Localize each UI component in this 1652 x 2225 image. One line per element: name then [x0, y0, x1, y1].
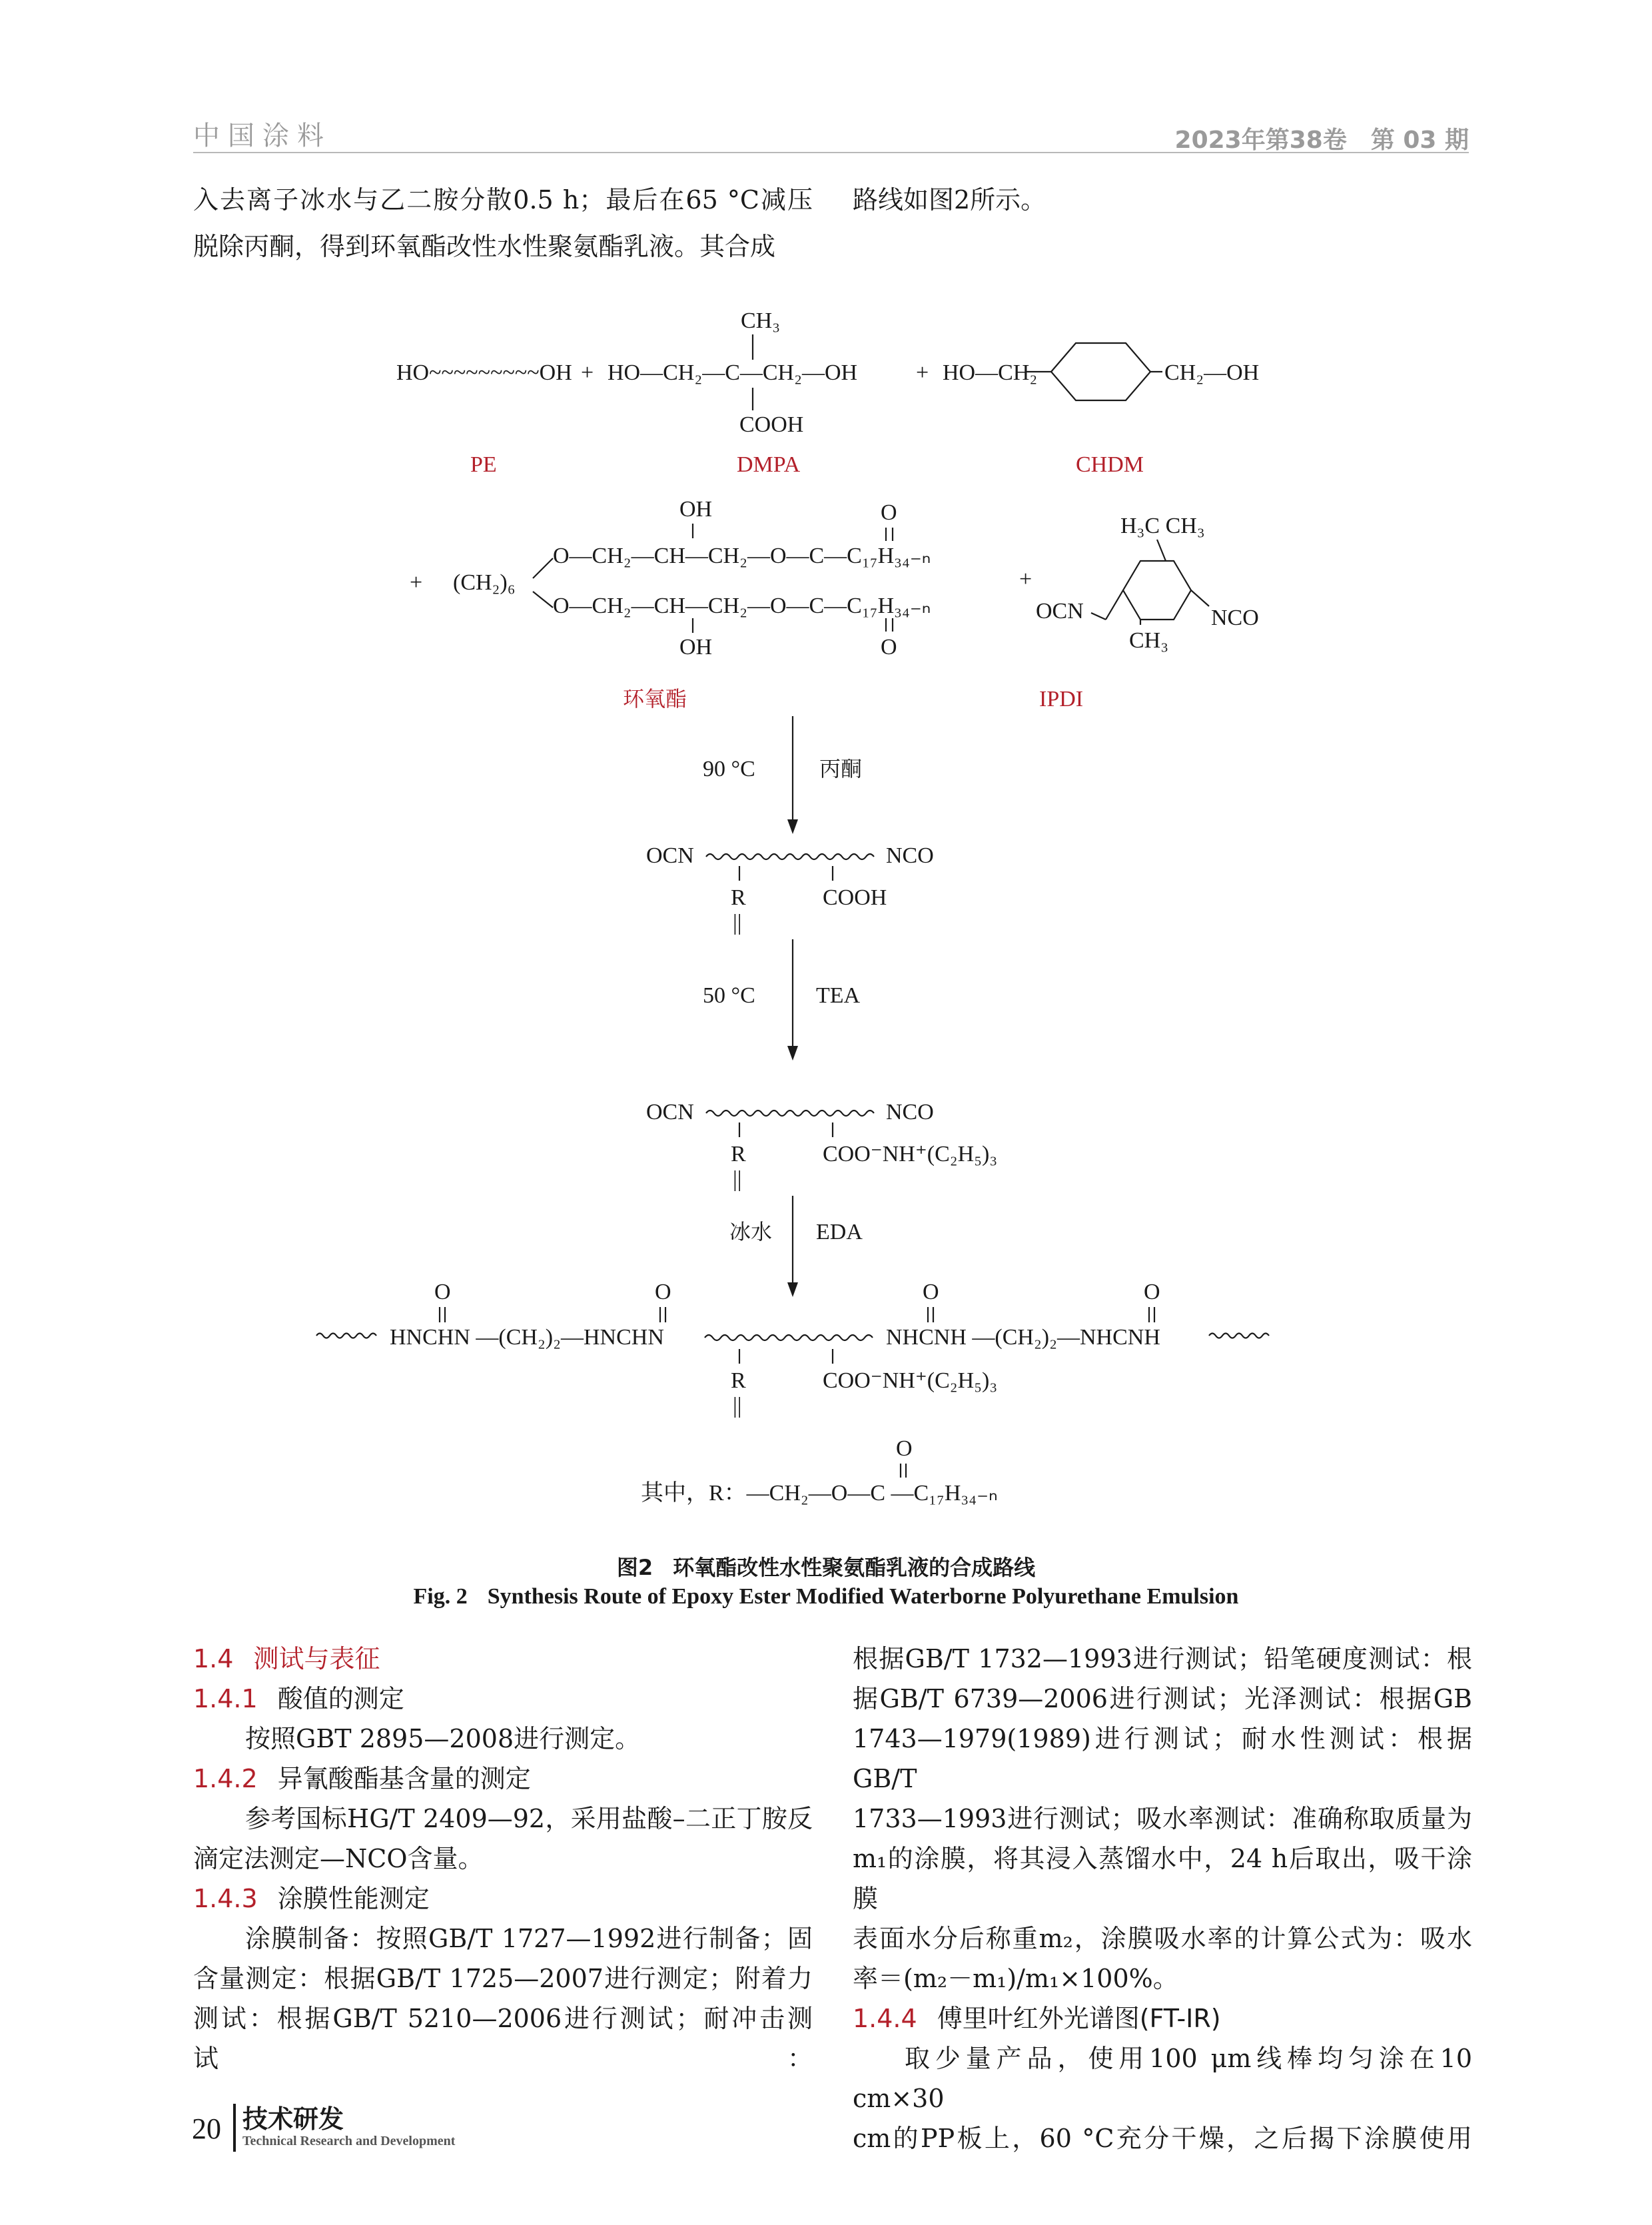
i2-chain — [706, 1111, 874, 1116]
paragraph-1-4-4-line-2: cm的PP板上，60 °C充分干燥，之后揭下涂膜使用 — [853, 2124, 1472, 2153]
issue-info: 2023年第38卷 第 03 期 — [1174, 127, 1469, 154]
final-r: R — [731, 1368, 746, 1393]
cyclohexane-ring — [1051, 343, 1150, 400]
right-line-2: 据GB/T 6739—2006进行测试；光泽测试：根据GB — [853, 1684, 1472, 1713]
epoxy-row-bottom: O—CH₂—CH—CH₂—O—C—C₁₇H₃₄₋ₙ — [553, 594, 931, 618]
final-salt: COO⁻NH⁺(C₂H₅)₃ — [823, 1368, 998, 1393]
right-line-3: 1743—1979(1989)进行测试；耐水性测试：根据GB/T — [853, 1724, 1472, 1793]
paragraph-1-4-3-line-2: 含量测定：根据GB/T 1725—2007进行测定；附着力 — [193, 1964, 813, 1993]
label-chdm: CHDM — [1076, 452, 1144, 477]
label-dmpa: DMPA — [737, 452, 801, 477]
ipdi-nco: NCO — [1211, 606, 1259, 630]
plus-4: + — [1019, 567, 1032, 592]
dmpa-ch3: CH₃ — [741, 308, 781, 333]
i1-r: R — [731, 885, 746, 910]
ipdi-methyl-bond — [1157, 540, 1166, 561]
page-number: 20 — [192, 2112, 221, 2145]
footer-section-en: Technical Research and Development — [242, 2134, 456, 2148]
final-o-4: O — [1144, 1280, 1160, 1304]
rdef-o: O — [896, 1436, 913, 1461]
pe-structure: HO~~~~~~~~~OH — [396, 360, 572, 385]
step2-reagent: TEA — [816, 983, 861, 1008]
i2-dbl: || — [733, 1167, 742, 1192]
arrow-2-head — [787, 1046, 798, 1061]
i1-chain — [706, 854, 874, 859]
right-column — [853, 1639, 1472, 2158]
final-dbl: || — [733, 1394, 742, 1418]
step1-temp: 90 °C — [703, 757, 755, 781]
i2-salt: COO⁻NH⁺(C₂H₅)₃ — [823, 1142, 998, 1166]
paragraph-1-4-1: 按照GBT 2895—2008进行测定。 — [245, 1724, 641, 1753]
i2-r: R — [731, 1142, 746, 1166]
right-line-4: 1733—1993进行测试；吸水率测试：准确称取质量为 — [853, 1804, 1472, 1833]
section-title: 酸值的测定 — [277, 1684, 404, 1713]
right-line-1: 根据GB/T 1732—1993进行测试；铅笔硬度测试：根 — [853, 1644, 1472, 1673]
label-pe: PE — [470, 452, 497, 477]
ipdi-ch3: CH₃ — [1129, 628, 1169, 653]
i2-nco: NCO — [886, 1100, 934, 1124]
ipdi-ocn: OCN — [1036, 599, 1084, 624]
section-1-4-4 — [853, 1999, 1472, 2038]
arrow-1-head — [787, 819, 798, 834]
figure-caption-cn — [0, 1551, 1652, 1581]
i1-ocn: OCN — [646, 843, 694, 868]
paragraph-1-4-4-line-1: 取少量产品，使用100 μm线棒均匀涂在10 cm×30 — [853, 2044, 1472, 2113]
rdef-text: 其中，R：—CH₂—O—C —C₁₇H₃₄₋ₙ — [641, 1481, 998, 1506]
journal-name: 中国涂料 — [193, 121, 332, 151]
step1-reagent: 丙酮 — [819, 756, 863, 781]
left-column — [193, 1639, 813, 2078]
plus-2: + — [916, 360, 929, 385]
section-1-4-2 — [193, 1759, 813, 1799]
intro-right-line: 路线如图2所示。 — [853, 185, 1046, 215]
section-title: 测试与表征 — [253, 1644, 380, 1673]
i1-cooh: COOH — [823, 885, 887, 910]
paragraph-1-4-3-line-3: 测试：根据GB/T 5210—2006进行测试；耐冲击测试： — [193, 2004, 813, 2073]
final-chain-mid — [705, 1335, 873, 1340]
right-line-5: m₁的涂膜，将其浸入蒸馏水中，24 h后取出，吸干涂膜 — [853, 1844, 1472, 1913]
right-line-7: 率＝(m₂－m₁)/m₁×100%。 — [853, 1964, 1178, 1993]
label-ipdi: IPDI — [1039, 687, 1084, 711]
ipdi-top: H₃C CH₃ — [1120, 514, 1205, 538]
dmpa-cooh: COOH — [739, 412, 804, 437]
plus-3: + — [410, 570, 423, 595]
ipdi-ch2-bond-a — [1091, 613, 1106, 620]
label-epoxy-ester: 环氧酯 — [623, 686, 687, 711]
paragraph-1-4-2-line-1: 参考国标HG/T 2409—92，采用盐酸–二正丁胺反 — [245, 1804, 813, 1833]
section-number: 1.4 — [193, 1644, 234, 1673]
epoxy-o-bottom: O — [881, 635, 897, 660]
epoxy-o-top: O — [881, 500, 897, 525]
i1-nco: NCO — [886, 843, 934, 868]
figure-caption-en — [0, 1584, 1652, 1609]
section-1-4 — [193, 1639, 813, 1679]
final-left: HNCHN —(CH₂)₂—HNCHN — [390, 1325, 664, 1350]
final-o-2: O — [655, 1280, 671, 1304]
arrow-3-head — [787, 1282, 798, 1297]
final-o-1: O — [434, 1280, 451, 1304]
section-1-4-1 — [193, 1679, 813, 1719]
section-title: 傅里叶红外光谱图(FT-IR) — [937, 2004, 1221, 2033]
section-number: 1.4.3 — [193, 1884, 258, 1913]
footer-divider — [233, 2104, 236, 2152]
step3-temp: 冰水 — [729, 1219, 773, 1244]
ipdi-ring — [1123, 561, 1191, 620]
figure-title-en: Synthesis Route of Epoxy Ester Modified Waterborne Polyurethane Emulsion — [487, 1584, 1239, 1609]
intro-line-1: 入去离子冰水与乙二胺分散0.5 h；最后在65 °C减压 — [193, 185, 813, 215]
i1-dbl: || — [733, 911, 742, 935]
paragraph-1-4-3-line-1: 涂膜制备：按照GB/T 1727—1992进行制备；固 — [245, 1924, 813, 1953]
epoxy-row-top: O—CH₂—CH—CH₂—O—C—C₁₇H₃₄₋ₙ — [553, 544, 931, 568]
epoxy-link-bottom — [533, 592, 553, 608]
epoxy-ch2n: (CH₂)₆ — [453, 570, 516, 595]
step3-reagent: EDA — [816, 1220, 863, 1244]
intro-line-2: 脱除丙酮，得到环氧酯改性水性聚氨酯乳液。其合成 — [193, 232, 776, 261]
dmpa-structure: HO—CH₂—C—CH₂—OH — [608, 360, 858, 385]
section-number: 1.4.1 — [193, 1684, 258, 1713]
chdm-right: CH₂—OH — [1164, 360, 1260, 385]
ipdi-nco-bond — [1191, 590, 1209, 606]
section-number: 1.4.4 — [853, 2004, 917, 2033]
right-line-6: 表面水分后称重m₂，涂膜吸水率的计算公式为：吸水 — [853, 1924, 1472, 1953]
epoxy-link-top — [533, 558, 553, 578]
chdm-left: HO—CH₂ — [943, 360, 1038, 385]
final-chain-left — [316, 1334, 376, 1338]
figure-label-en: Fig. 2 — [413, 1584, 468, 1609]
step2-temp: 50 °C — [703, 983, 755, 1008]
figure-label-cn: 图2 — [616, 1555, 653, 1580]
epoxy-oh-top: OH — [679, 497, 713, 522]
section-1-4-3 — [193, 1879, 813, 1919]
epoxy-oh-bottom: OH — [679, 635, 713, 660]
section-title: 异氰酸酯基含量的测定 — [277, 1764, 531, 1793]
footer-section-cn: 技术研发 — [242, 2104, 344, 2134]
section-number: 1.4.2 — [193, 1764, 258, 1793]
final-o-3: O — [923, 1280, 939, 1304]
ipdi-ch2-bond-b — [1106, 590, 1123, 620]
section-title: 涂膜性能测定 — [277, 1884, 430, 1913]
i2-ocn: OCN — [646, 1100, 694, 1124]
plus-1: + — [581, 360, 594, 385]
final-chain-right — [1209, 1334, 1269, 1338]
paragraph-1-4-2-line-2: 滴定法测定—NCO含量。 — [193, 1844, 484, 1873]
figure-title-cn: 环氧酯改性水性聚氨酯乳液的合成路线 — [673, 1555, 1036, 1580]
final-right: NHCNH —(CH₂)₂—NHCNH — [886, 1325, 1160, 1350]
